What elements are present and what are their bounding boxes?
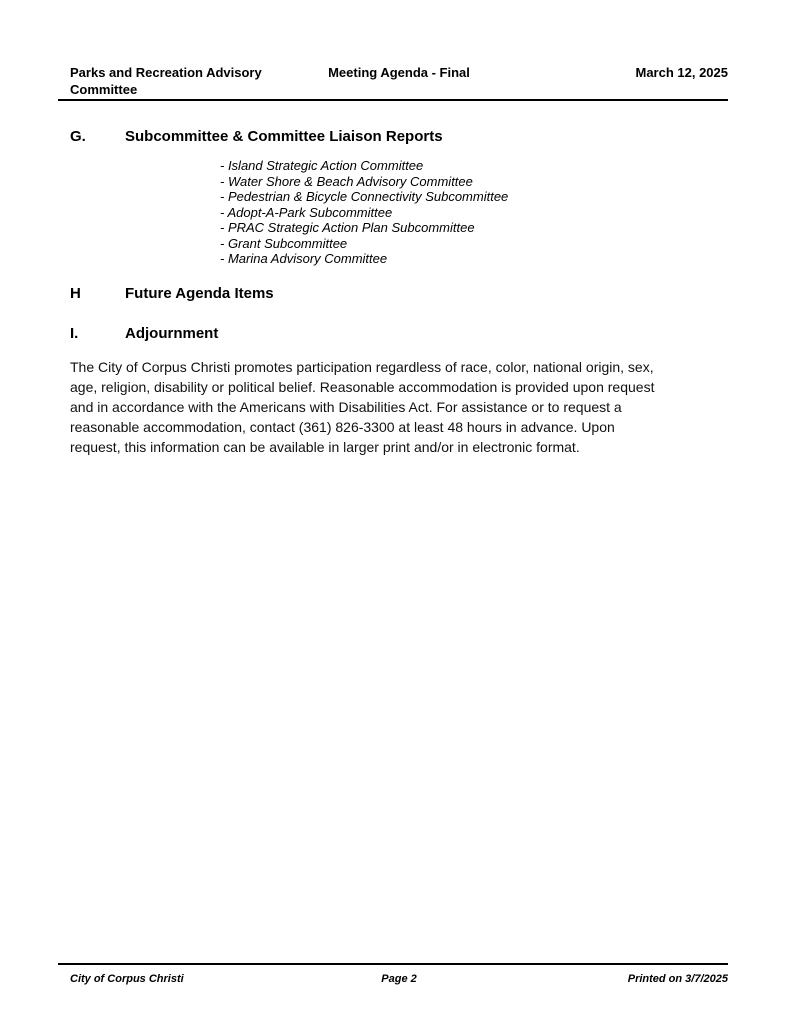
section-letter: H — [70, 284, 81, 302]
list-item: - Adopt-A-Park Subcommittee — [220, 204, 393, 220]
section-heading-h — [0, 285, 800, 303]
section-title: Adjournment — [125, 324, 219, 342]
list-item: - Grant Subcommittee — [220, 235, 348, 251]
section-letter: I. — [70, 324, 79, 342]
section-letter: G. — [70, 128, 86, 145]
list-item: - Marina Advisory Committee — [220, 251, 388, 266]
document-title: Meeting Agenda - Final — [328, 65, 470, 80]
section-title: Future Agenda Items — [125, 284, 274, 302]
footer-organization: City of Corpus Christi — [70, 973, 184, 985]
meeting-date: March 12, 2025 — [635, 65, 728, 80]
footer-page-number: Page 2 — [381, 973, 417, 985]
committee-name: Parks and Recreation Advisory Committee — [70, 65, 262, 97]
list-item: - Water Shore & Beach Advisory Committee — [220, 173, 473, 189]
list-item: - Island Strategic Action Committee — [220, 158, 424, 173]
list-item: - PRAC Strategic Action Plan Subcommittee — [220, 220, 475, 235]
list-item: - Pedestrian & Bicycle Connectivity Subcommittee — [220, 189, 509, 204]
section-heading-i — [0, 325, 800, 343]
section-heading-g — [0, 128, 800, 146]
footer-printed-date: Printed on 3/7/2025 — [627, 973, 728, 985]
liaison-committee-list — [220, 158, 800, 267]
page-footer — [58, 963, 728, 986]
accessibility-notice: The City of Corpus Christi promotes participation regardless of race, color, national origin, sex, age, religion, disability or political belief. Reasonable accommodation is provided upon request and in accordance with the Americans with Disabilities Act. For assistance or to request a reasonable accommodation, contact (361) 826-3300 at least 48 hours in advance. Upon request, this information can be available in larger print and/or in electronic format. — [70, 358, 655, 455]
section-title: Subcommittee & Committee Liaison Reports — [125, 128, 443, 145]
page-header — [58, 64, 728, 101]
